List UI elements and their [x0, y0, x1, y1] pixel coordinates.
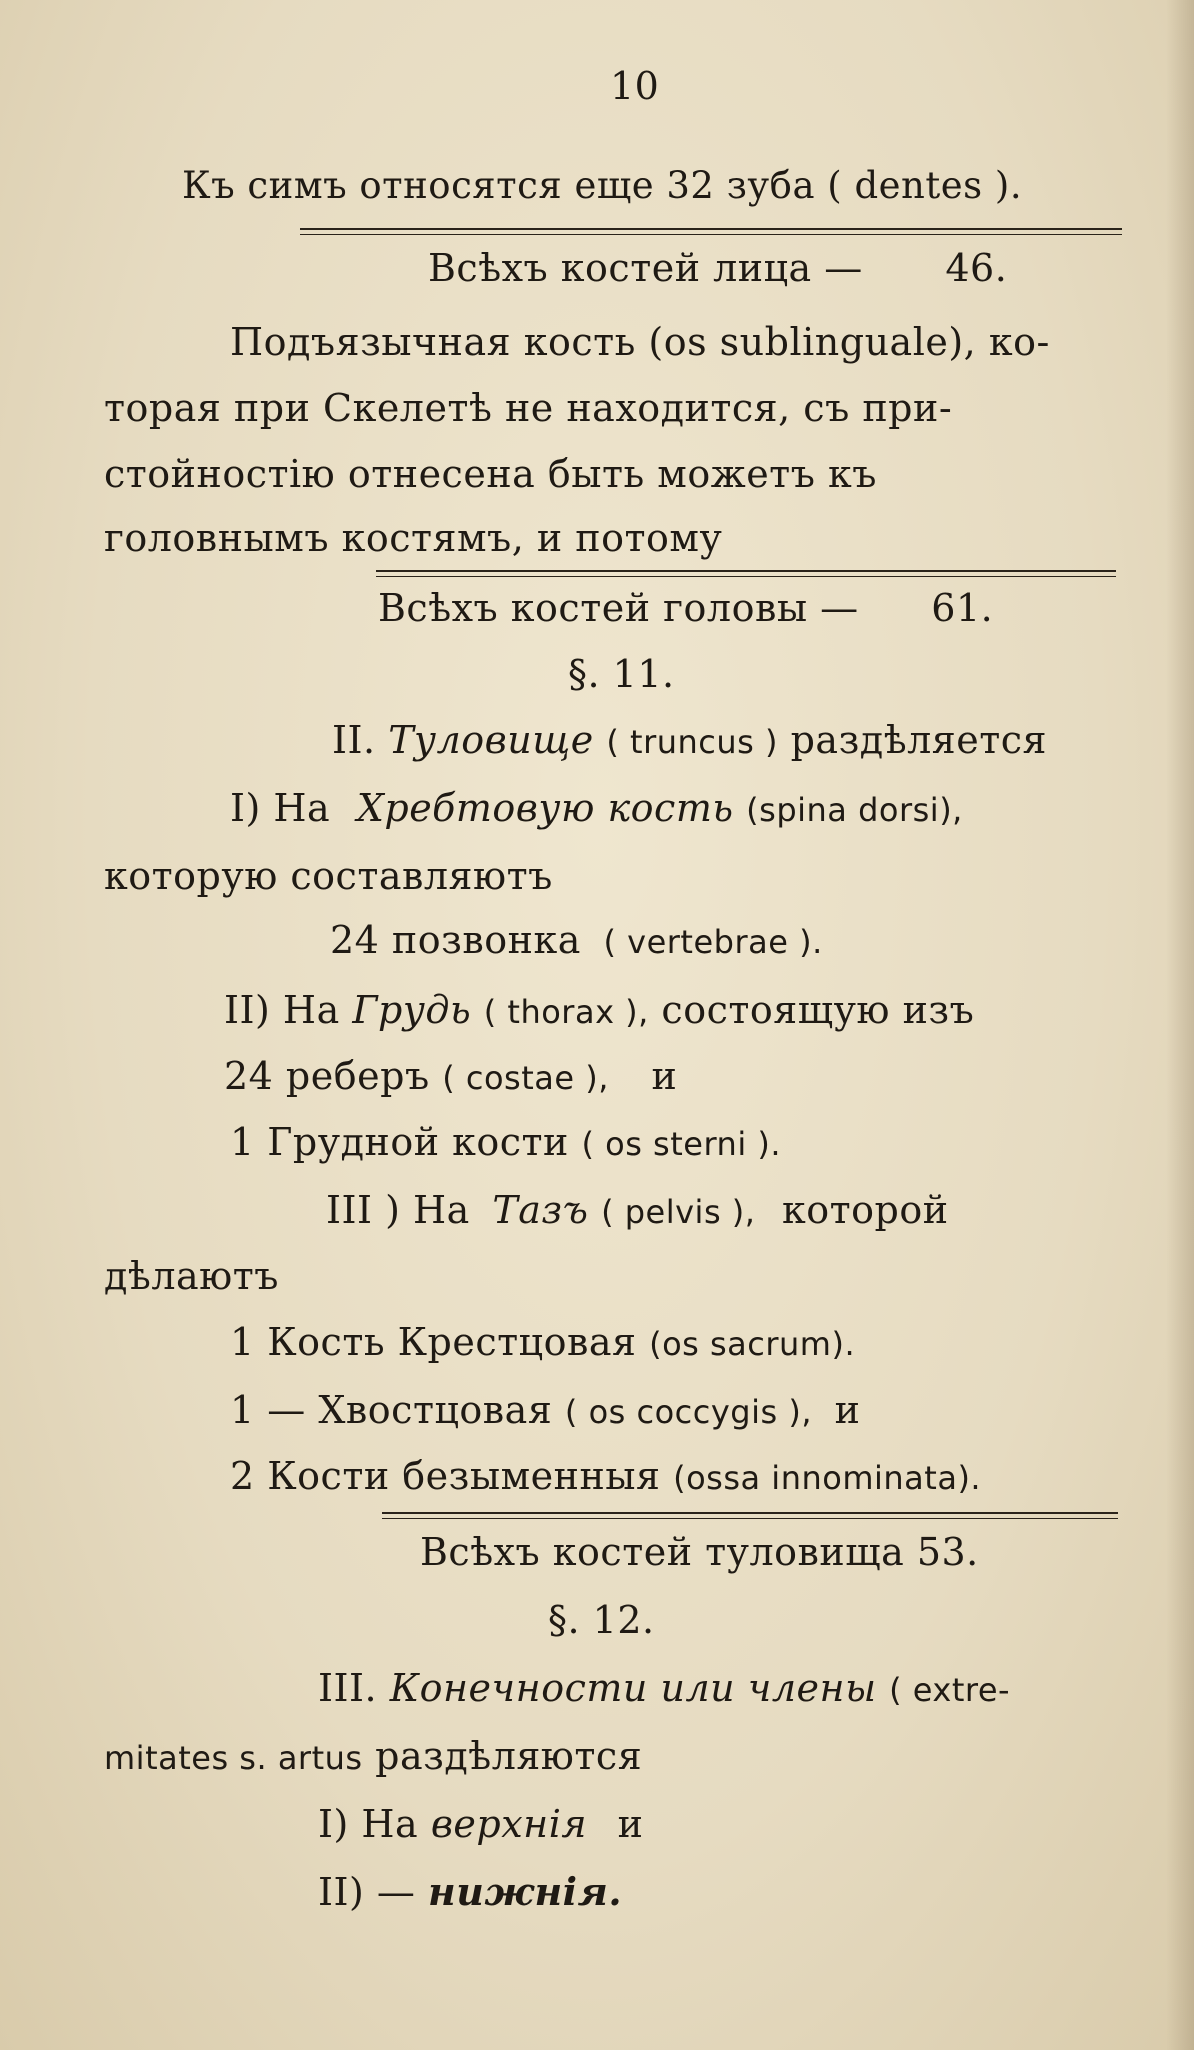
latin-term: ( os sterni ).	[581, 1125, 782, 1163]
text-line-17: дѣлаютъ	[104, 1254, 279, 1298]
latin-term: (ossa innominata).	[673, 1459, 982, 1497]
text-span: 24 реберъ	[224, 1054, 430, 1098]
roman-numeral: III.	[318, 1666, 378, 1710]
term-italic: или	[660, 1666, 736, 1710]
text-span: I) На	[230, 786, 331, 830]
text-line-1	[182, 162, 1022, 210]
latin-term: ( costae ),	[442, 1059, 609, 1097]
text-line-20	[230, 1452, 981, 1502]
text-line-10	[230, 784, 963, 834]
text-span: и	[651, 1054, 678, 1098]
term-italic: нижнія.	[428, 1869, 623, 1914]
text-line-24	[104, 1732, 642, 1782]
term-italic: члены	[747, 1666, 877, 1710]
term-italic: верхнія	[430, 1802, 588, 1846]
term-italic: Хребтовую кость	[356, 786, 734, 830]
double-rule	[376, 570, 1116, 572]
text-span: II) —	[318, 1870, 416, 1914]
latin-term: ( pelvis ),	[601, 1193, 756, 1231]
text-span: II) На	[224, 988, 340, 1032]
text-span: 24 позвонка	[330, 918, 581, 962]
text-span: Къ симъ относятся еще 32 зуба ( dentes ).	[182, 164, 1023, 207]
text-line-12	[330, 916, 823, 966]
total-number: 61.	[931, 586, 994, 630]
text-line-15	[230, 1118, 781, 1168]
text-line-5: стойностію отнесена быть можетъ къ	[104, 452, 877, 496]
text-line-16	[326, 1186, 949, 1236]
double-rule	[300, 228, 1122, 230]
text-span: 1 — Хвостцовая	[230, 1388, 553, 1432]
latin-term: (os sacrum).	[649, 1325, 856, 1363]
section-heading-11: §. 11.	[568, 652, 675, 696]
latin-term: mitates s. artus	[104, 1739, 363, 1777]
total-number: 46.	[945, 246, 1008, 290]
total-label: Всѣхъ костей головы —	[378, 586, 859, 630]
latin-term: (spina dorsi),	[746, 791, 963, 829]
text-span: 2 Кости безыменныя	[230, 1454, 661, 1498]
text-line-18	[230, 1318, 855, 1368]
term-italic: Конечности	[389, 1666, 648, 1710]
term-italic: Тазъ	[492, 1188, 589, 1232]
text-span: и	[834, 1388, 861, 1432]
text-span: состоящую изъ	[661, 988, 975, 1032]
double-rule	[382, 1512, 1118, 1514]
text-span: раздѣляется	[790, 718, 1047, 762]
text-span: раздѣляются	[375, 1734, 643, 1778]
page-number: 10	[610, 64, 660, 108]
text-line-11: которую составляютъ	[104, 854, 553, 898]
latin-term: ( vertebrae ).	[603, 923, 823, 961]
text-span: 1 Кость Крестцовая	[230, 1320, 637, 1364]
text-span: 1 Грудной кости	[230, 1120, 569, 1164]
text-line-19	[230, 1386, 860, 1436]
roman-numeral: II.	[332, 718, 376, 762]
latin-term: ( extre-	[889, 1671, 1011, 1709]
term-italic: Туловище	[388, 718, 594, 762]
text-line-9	[332, 716, 1047, 766]
total-label: Всѣхъ костей лица —	[428, 246, 863, 290]
section-heading-12: §. 12.	[548, 1598, 655, 1642]
page-edge-shadow	[1166, 0, 1194, 2050]
term-italic: Грудь	[352, 988, 472, 1032]
latin-term: ( truncus )	[606, 723, 778, 761]
text-line-23	[318, 1664, 1010, 1714]
text-line-6: головнымъ костямъ, и потому	[104, 516, 723, 560]
text-span: которой	[782, 1188, 949, 1232]
text-span: и	[617, 1802, 644, 1846]
text-span: I) На	[318, 1802, 419, 1846]
text-line-14	[224, 1052, 677, 1102]
text-line-4: торая при Скелетѣ не находится, съ при-	[104, 386, 953, 430]
text-line-3: Подъязычная кость (os sublinguale), ко-	[230, 320, 1050, 364]
total-face-bones	[428, 244, 1007, 292]
latin-term: ( os coccygis ),	[564, 1393, 812, 1431]
text-span: III ) На	[326, 1188, 470, 1232]
total-head-bones	[378, 584, 993, 632]
latin-term: ( thorax ),	[483, 993, 649, 1031]
text-line-26	[318, 1868, 622, 1916]
text-line-25	[318, 1800, 643, 1848]
text-line-13	[224, 986, 974, 1036]
total-trunk-bones: Всѣхъ костей туловища 53.	[420, 1530, 979, 1574]
